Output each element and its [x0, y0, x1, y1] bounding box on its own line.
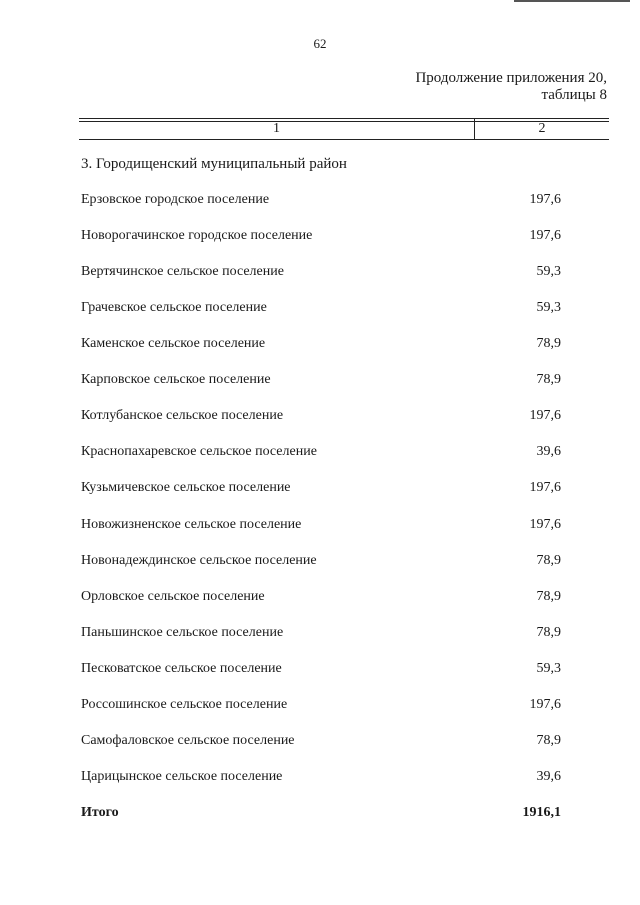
section-title: 3. Городищенский муниципальный район: [81, 156, 347, 172]
settlement-name: Новожизненское сельское поселение: [81, 517, 302, 532]
settlement-name: Самофаловское сельское поселение: [81, 733, 295, 748]
settlement-name: Новорогачинское городское поселение: [81, 228, 313, 243]
table-row: [81, 480, 561, 500]
settlement-value: 39,6: [536, 769, 561, 784]
table-row: [81, 192, 561, 212]
table-row: [81, 589, 561, 609]
table-row: [81, 228, 561, 248]
page-number: 62: [313, 36, 327, 51]
table-row: [81, 697, 561, 717]
settlement-value: 197,6: [529, 697, 561, 712]
table-header-col-2: 2: [538, 121, 546, 136]
total-label: Итого: [81, 805, 119, 820]
table-row: [81, 769, 561, 789]
settlement-value: 39,6: [536, 444, 561, 459]
settlement-value: 78,9: [536, 336, 561, 351]
settlement-value: 59,3: [536, 300, 561, 315]
table-row: [81, 264, 561, 284]
settlement-name: Краснопахаревское сельское поселение: [81, 444, 317, 459]
settlement-name: Новонадеждинское сельское поселение: [81, 553, 317, 568]
settlement-value: 59,3: [536, 661, 561, 676]
settlement-name: Царицынское сельское поселение: [81, 769, 283, 784]
settlement-name: Паньшинское сельское поселение: [81, 625, 284, 640]
settlement-value: 78,9: [536, 625, 561, 640]
continuation-line-1: Продолжение приложения 20,: [415, 70, 607, 86]
settlement-value: 197,6: [529, 192, 561, 207]
table-rule-header-bottom: [79, 139, 609, 140]
table-row: [81, 553, 561, 573]
settlement-value: 78,9: [536, 553, 561, 568]
settlement-name: Кузьмичевское сельское поселение: [81, 480, 291, 495]
settlement-value: 197,6: [529, 480, 561, 495]
total-row: [81, 805, 561, 825]
table-rule-top: [79, 118, 609, 119]
table-row: [81, 336, 561, 356]
settlement-name: Котлубанское сельское поселение: [81, 408, 284, 423]
table-row: [81, 300, 561, 320]
settlement-name: Грачевское сельское поселение: [81, 300, 267, 315]
table-header-col-1: 1: [273, 121, 280, 136]
table-row: [81, 517, 561, 537]
table-row: [81, 444, 561, 464]
settlement-name: Каменское сельское поселение: [81, 336, 266, 351]
continuation-note: [415, 70, 607, 104]
table-row: [81, 372, 561, 392]
settlement-value: 78,9: [536, 589, 561, 604]
settlement-name: Вертячинское сельское поселение: [81, 264, 284, 279]
scan-edge-mark: [514, 0, 630, 2]
table-row: [81, 625, 561, 645]
table-row: [81, 661, 561, 681]
table-row: [81, 408, 561, 428]
total-value: 1916,1: [522, 805, 561, 820]
settlement-name: Песковатское сельское поселение: [81, 661, 282, 676]
settlement-name: Ерзовское городское поселение: [81, 192, 270, 207]
continuation-line-2: таблицы 8: [541, 87, 607, 103]
table-row: [81, 733, 561, 753]
settlement-value: 197,6: [529, 408, 561, 423]
settlement-value: 59,3: [536, 264, 561, 279]
settlement-name: Россошинское сельское поселение: [81, 697, 288, 712]
settlement-value: 78,9: [536, 733, 561, 748]
settlement-name: Карповское сельское поселение: [81, 372, 271, 387]
settlement-name: Орловское сельское поселение: [81, 589, 265, 604]
settlement-value: 197,6: [529, 517, 561, 532]
settlement-value: 78,9: [536, 372, 561, 387]
settlement-value: 197,6: [529, 228, 561, 243]
